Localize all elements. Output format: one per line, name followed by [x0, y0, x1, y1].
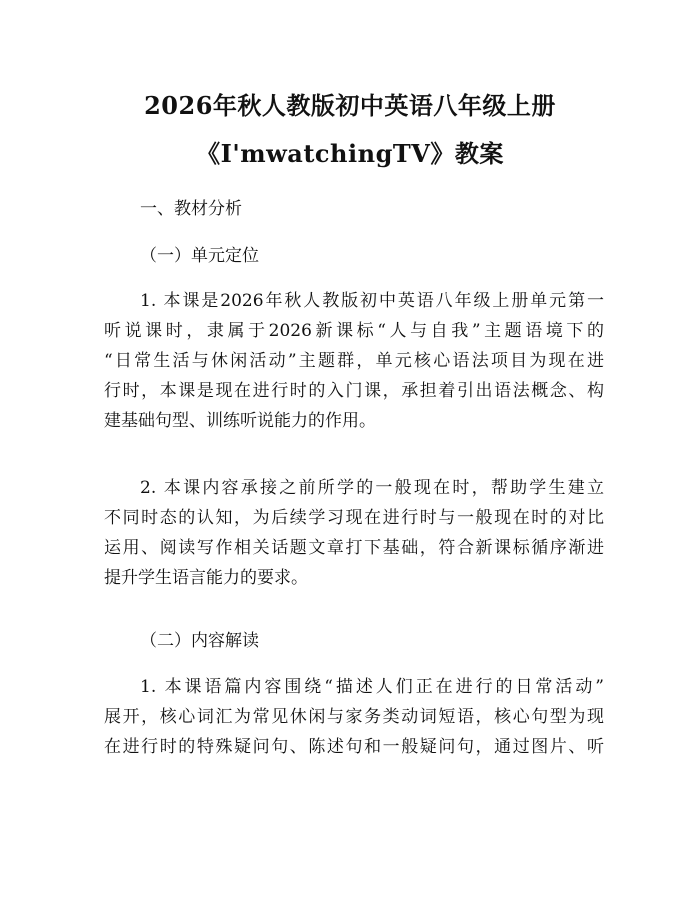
document-title-line2: 《I'mwatchingTV》教案 — [196, 139, 504, 168]
paragraph-line: 运用、阅读写作相关话题文章打下基础，符合新课标循序渐进 — [104, 538, 604, 558]
subsection-heading-unit-positioning: （一）单元定位 — [140, 246, 259, 266]
paragraph-line: 在进行时的特殊疑问句、陈述句和一般疑问句，通过图片、听 — [104, 737, 604, 757]
paragraph-line: “日常生活与休闲活动”主题群，单元核心语法项目为现在进 — [104, 351, 604, 371]
document-title-line1: 2026年秋人教版初中英语八年级上册 — [144, 91, 556, 120]
paragraph-line: 2. 本课内容承接之前所学的一般现在时，帮助学生建立 — [140, 478, 604, 498]
paragraph-line: 行时，本课是现在进行时的入门课，承担着引出语法概念、构 — [104, 381, 604, 401]
section-heading-textbook-analysis: 一、教材分析 — [140, 199, 242, 219]
subsection-heading-content-interpretation: （二）内容解读 — [140, 631, 259, 651]
paragraph-line: 展开，核心词汇为常见休闲与家务类动词短语，核心句型为现 — [104, 707, 604, 727]
paragraph-line: 1. 本课语篇内容围绕“描述人们正在进行的日常活动” — [140, 677, 604, 697]
paragraph-line: 提升学生语言能力的要求。 — [104, 568, 308, 588]
paragraph-line: 听说课时，隶属于2026新课标“人与自我”主题语境下的 — [104, 321, 604, 341]
paragraph-line: 1. 本课是2026年秋人教版初中英语八年级上册单元第一 — [140, 291, 604, 311]
paragraph-line: 不同时态的认知，为后续学习现在进行时与一般现在时的对比 — [104, 508, 604, 528]
paragraph-unit-positioning-1 — [104, 286, 604, 436]
paragraph-unit-positioning-2 — [104, 473, 604, 593]
paragraph-content-interpretation-1 — [104, 672, 604, 762]
paragraph-line: 建基础句型、训练听说能力的作用。 — [104, 411, 376, 431]
